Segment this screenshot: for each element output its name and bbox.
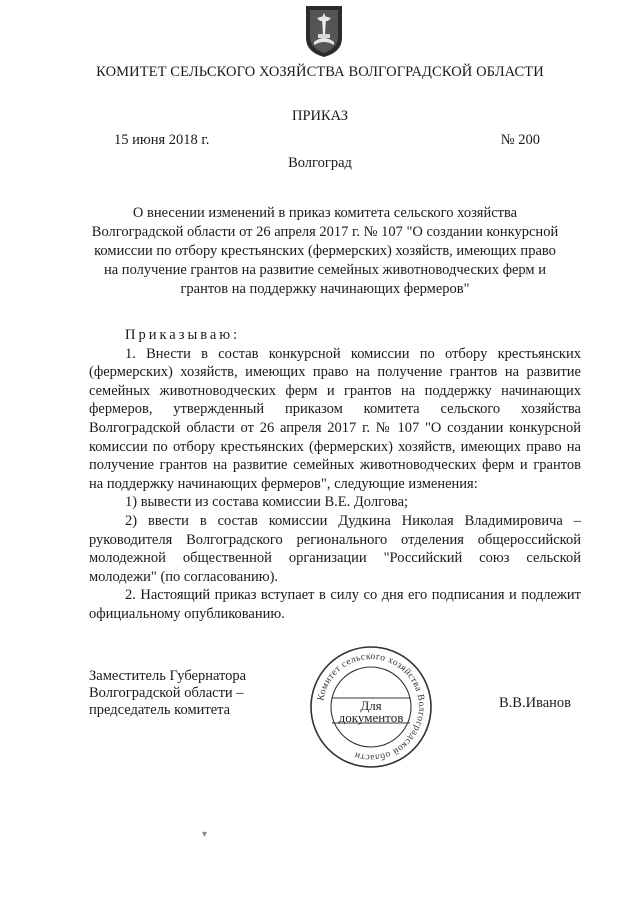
paragraph-2: 2. Настоящий приказ вступает в силу со дня его подписания и подлежит официальному опубликованию. [89, 587, 581, 622]
stamp-center-line: документов [338, 710, 404, 725]
organization-name: КОМИТЕТ СЕЛЬСКОГО ХОЗЯЙСТВА ВОЛГОГРАДСКОЙ ОБЛАСТИ [96, 64, 544, 80]
document-body [89, 326, 581, 624]
paragraph-1-2: 2) ввести в состав комиссии Дудкина Николая Владимировича – руководителя Волгоградского регионального отделения общероссийской молодежной общественной организации "Российский союз сельской молодежи" (по согласованию). [89, 512, 581, 585]
document-type: ПРИКАЗ [291, 108, 349, 124]
position-line: председатель комитета [89, 702, 231, 718]
paragraph-1-1: 1) вывести из состава комиссии В.Е. Долгова; [125, 494, 409, 511]
document-date: 15 июня 2018 г. [114, 132, 210, 148]
document-subject: О внесении изменений в приказ комитета сельского хозяйства Волгоградской области от 26 апреля 2017 г. № 107 "О создании конкурсной комиссии по отбору крестьянских (фермерских) хозяйств, имеющих право на получение грантов на развитие семейных животноводческих ферм и грантов на поддержку начинающих фермеров" [91, 205, 559, 297]
document-number: № 200 [500, 132, 540, 148]
signatory-position [89, 668, 246, 719]
scan-speck: ▾ [202, 829, 208, 840]
official-stamp [308, 644, 434, 770]
stamp-ring-text: Комитет сельского хозяйства Волгоградской области [315, 650, 428, 764]
stamp-center-line: Для [360, 698, 382, 713]
position-line: Заместитель Губернатора [89, 668, 247, 684]
signatory-name: В.В.Иванов [499, 695, 572, 711]
paragraph-1: 1. Внести в состав конкурсной комиссии по отбору крестьянских (фермерских) хозяйств, имеющих право на получение грантов на развитие семейных животноводческих ферм и грантов на поддержку начинающих фермеров, утвержденный приказом комитета сельского хозяйства Волгоградской области от 26 апреля 2017 г. № 107 "О создании конкурсной комиссии по отбору крестьянских (фермерских) хозяйств, имеющих право на получение грантов на развитие семейных животноводческих ферм и грантов на поддержку начинающих фермеров", следующие изменения: [89, 345, 581, 492]
position-line: Волгоградской области – [89, 685, 244, 701]
order-lead: Приказываю: [125, 327, 241, 343]
document-city: Волгоград [288, 155, 352, 171]
coat-of-arms-icon [304, 4, 344, 59]
